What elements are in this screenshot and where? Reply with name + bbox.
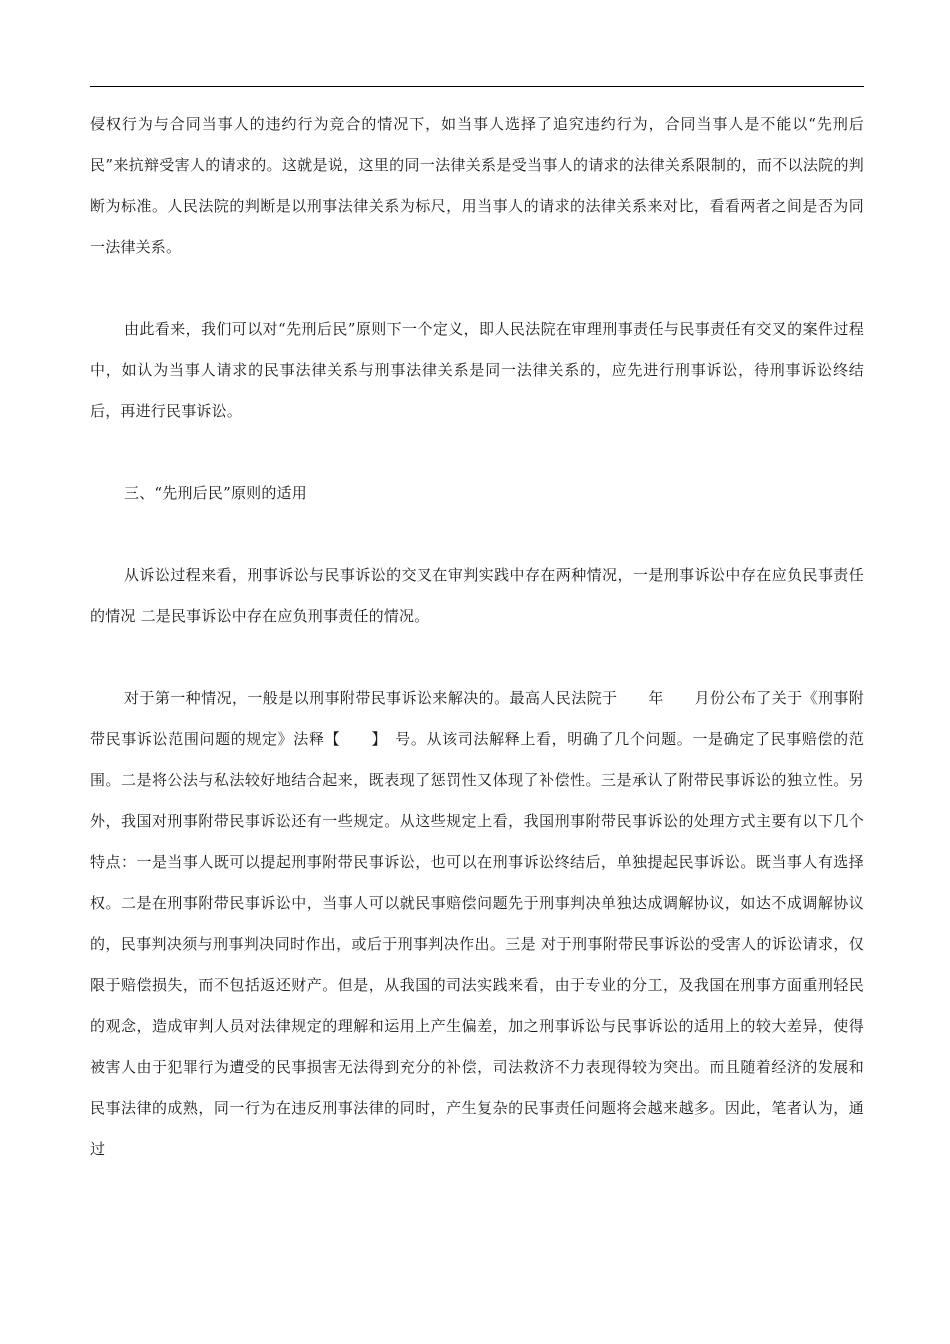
header-rule [90,86,864,87]
paragraph-continuation: 侵权行为与合同当事人的违约行为竞合的情况下，如当事人选择了追究违约行为，合同当事人是不能以“先刑后民”来抗辩受害人的请求的。这就是说，这里的同一法律关系是受当事人的请求的法律关系限制的，而不以法院的判断为标准。人民法院的判断是以刑事法律关系为标尺，用当事人的请求的法律关系来对比，看看两者之间是否为同一法律关系。 [90,115,864,256]
paragraph-gap [90,432,864,473]
paragraph-gap [90,268,864,309]
section-heading: 三、“先刑后民”原则的适用 [124,484,307,502]
paragraph-definition: 由此看来，我们可以对“先刑后民”原则下一个定义，即人民法院在审理刑事责任与民事责任有交叉的案件过程中，如认为当事人请求的民事法律关系与刑事法律关系是同一法律关系的，应先进行刑事诉讼，待刑事诉讼终结后，再进行民事诉讼。 [90,320,864,420]
paragraph-gap [90,637,864,678]
paragraph-two-situations: 从诉讼过程来看，刑事诉讼与民事诉讼的交叉在审判实践中存在两种情况，一是刑事诉讼中存在应负民事责任的情况 二是民事诉讼中存在应负刑事责任的情况。 [90,566,864,625]
document-body [90,104,864,1170]
paragraph-gap [90,514,864,555]
paragraph-first-situation: 对于第一种情况，一般是以刑事附带民事诉讼来解决的。最高人民法院于 年 月份公布了关于《刑事附带民事诉讼范围问题的规定》法释【 】 号。从该司法解释上看，明确了几个问题。一是确定了民事赔偿的范围。二是将公法与私法较好地结合起来，既表现了惩罚性又体现了补偿性。三是承认了附带民事诉讼的独立性。另外，我国对刑事附带民事诉讼还有一些规定。从这些规定上看，我国刑事附带民事诉讼的处理方式主要有以下几个特点：一是当事人既可以提起刑事附带民事诉讼，也可以在刑事诉讼终结后，单独提起民事诉讼。既当事人有选择权。二是在刑事附带民事诉讼中，当事人可以就民事赔偿问题先于刑事判决单独达成调解协议，如达不成调解协议的，民事判决须与刑事判决同时作出，或后于刑事判决作出。三是 对于刑事附带民事诉讼的受害人的诉讼请求，仅限于赔偿损失，而不包括返还财产。但是，从我国的司法实践来看，由于专业的分工，及我国在刑事方面重刑轻民的观念，造成审判人员对法律规定的理解和运用上产生偏差，加之刑事诉讼与民事诉讼的适用上的较大差异，使得被害人由于犯罪行为遭受的民事损害无法得到充分的补偿，司法救济不力表现得较为突出。而且随着经济的发展和民事法律的成熟，同一行为在违反刑事法律的同时，产生复杂的民事责任问题将会越来越多。因此，笔者认为，通过 [90,689,864,1158]
